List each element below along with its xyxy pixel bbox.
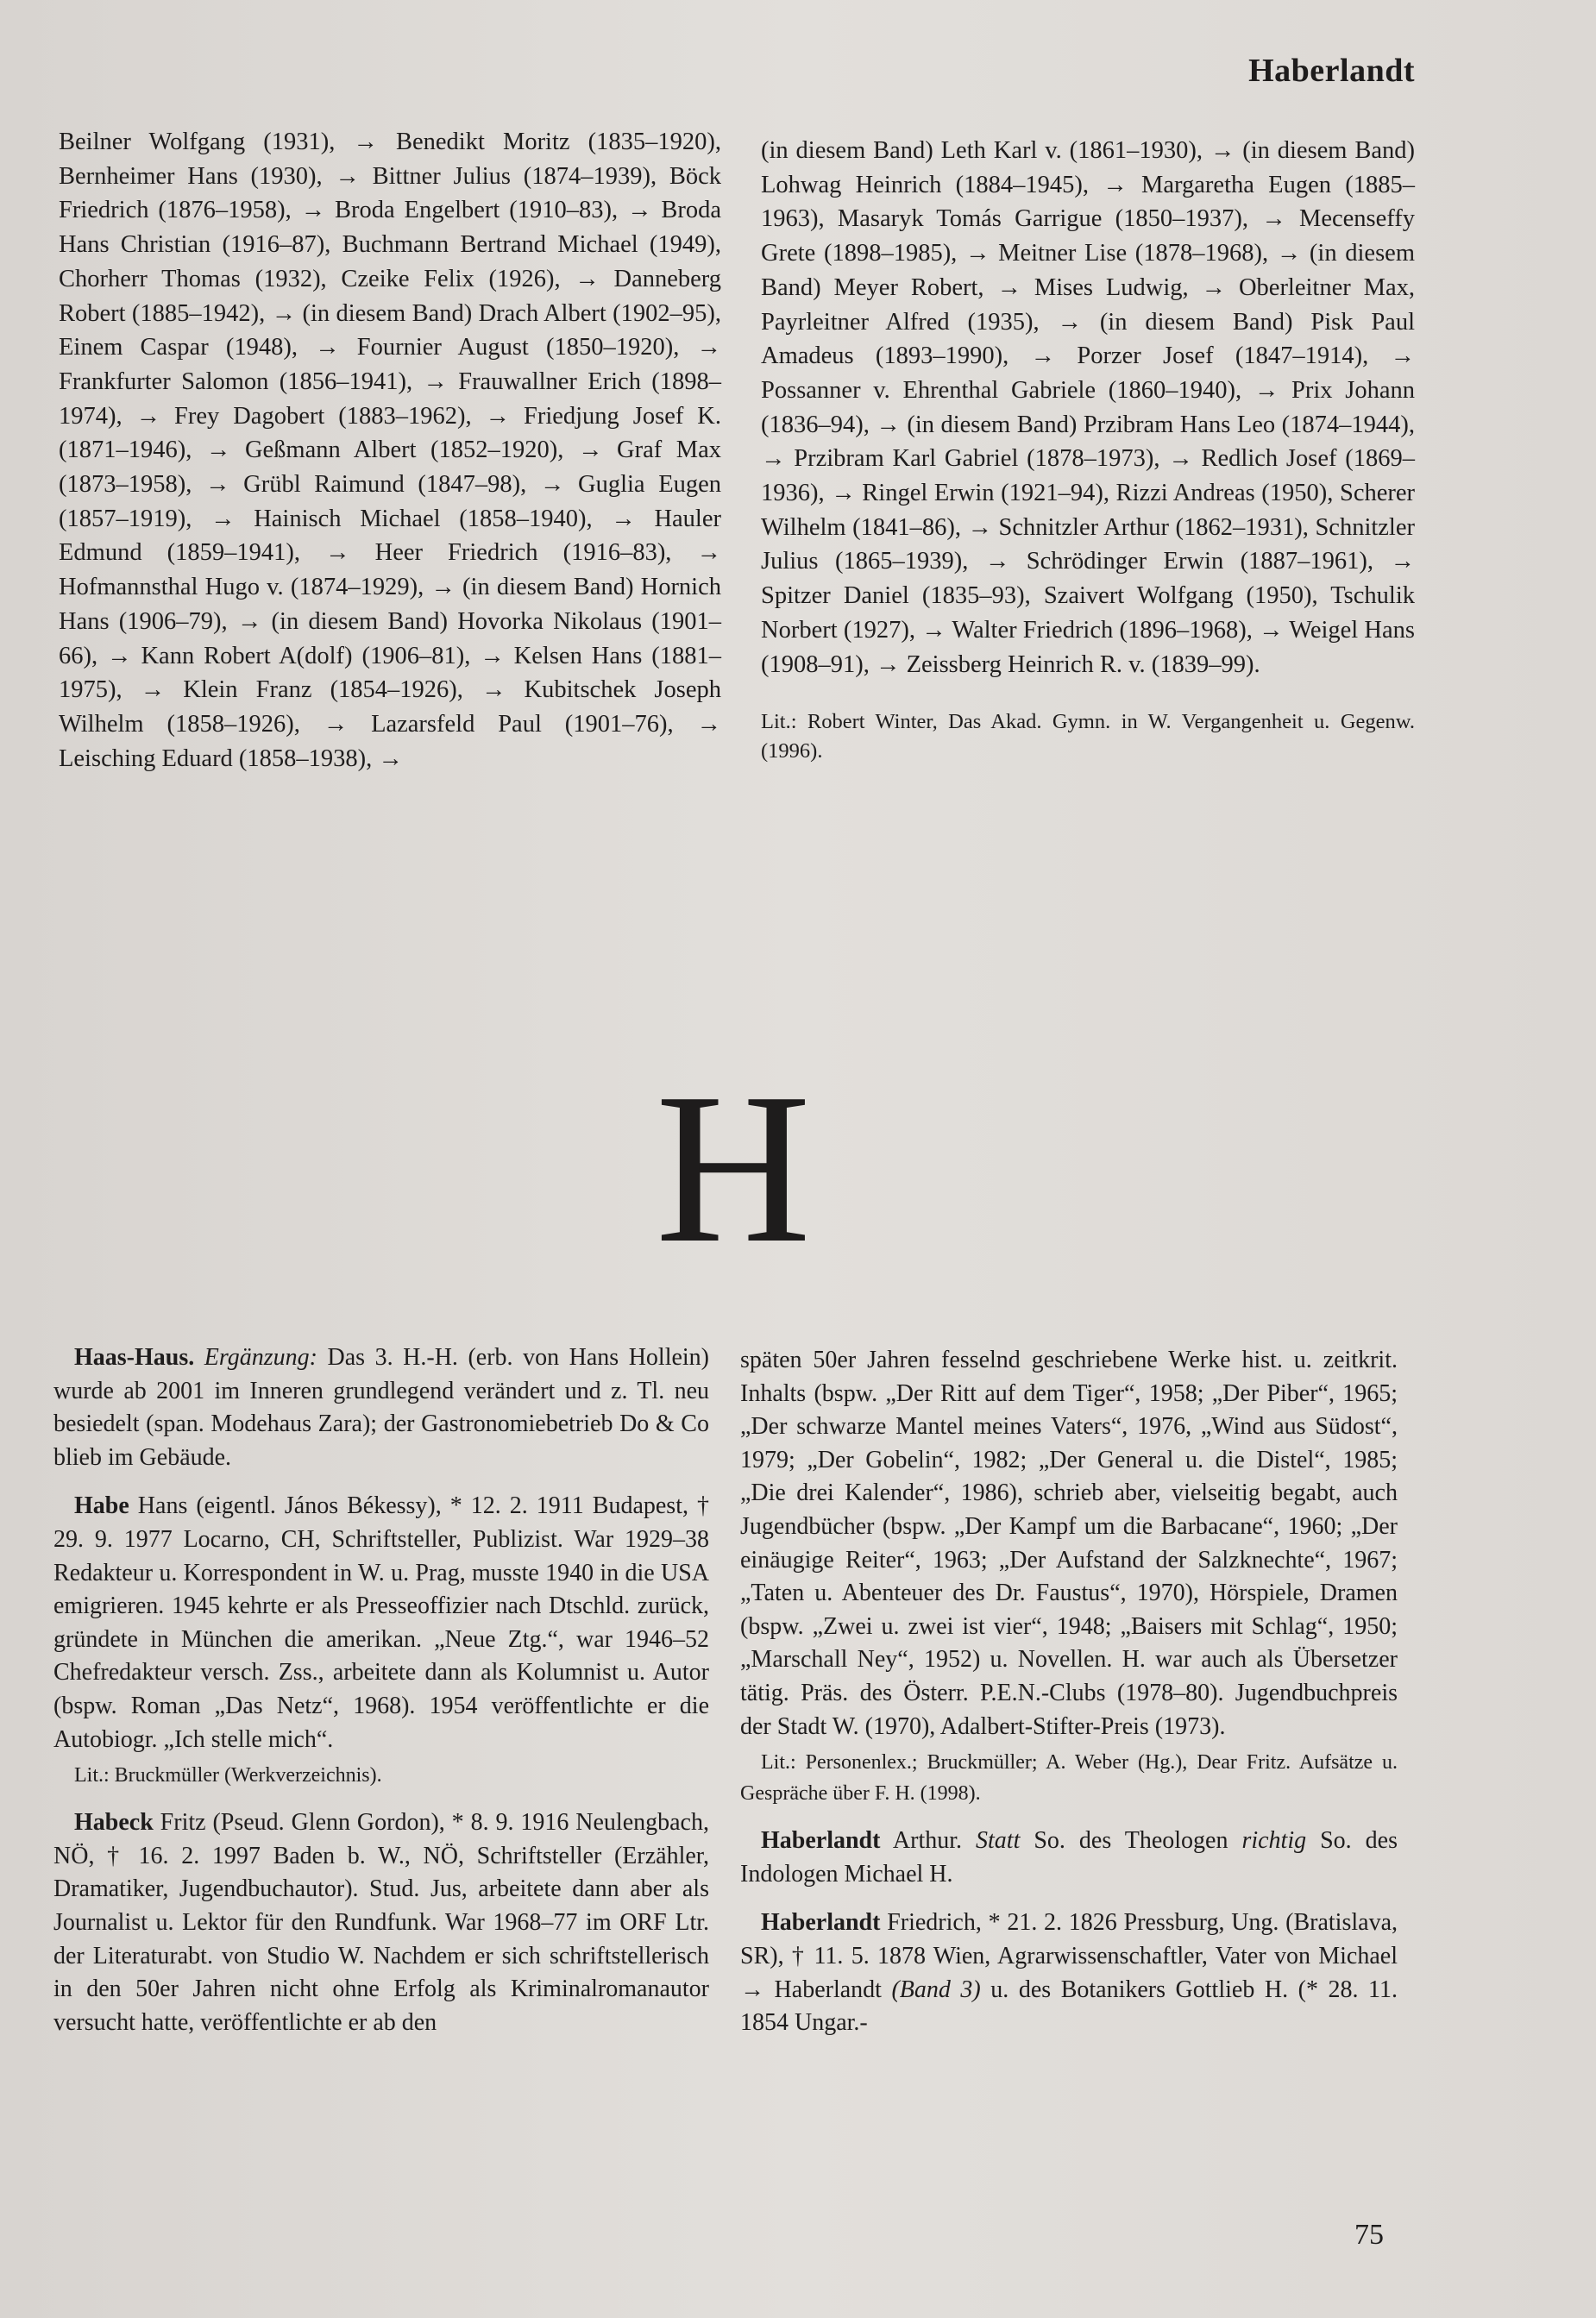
entry-marker: Statt <box>976 1827 1021 1855</box>
bottom-right-column <box>740 1344 1398 2056</box>
entry-body: u. des Botanikers Gottlieb H. (* 28. 11. 1854 Ungar.- <box>740 1976 1398 2037</box>
entry-habeck <box>53 1806 709 2039</box>
entry-body: Das 3. H.-H. (erb. von Hans Hollein) wurde ab 2001 im Inneren grundlegend verändert und z. Tl. neu besiedelt (span. Modehaus Zara); der Gastronomiebetrieb Do & Co blieb im Gebäude. <box>53 1344 709 1471</box>
top-left-column <box>59 125 721 776</box>
entry-haberlandt-friedrich <box>740 1907 1398 2039</box>
entry-headword: Habeck <box>74 1809 154 1837</box>
entry-headword: Habe <box>74 1492 129 1520</box>
entry-body: So. des Theologen <box>1020 1827 1242 1855</box>
bottom-left-column <box>53 1341 709 2055</box>
running-head: Haberlandt <box>1248 53 1415 89</box>
entry-body: Friedrich, * 21. 2. 1826 Pressburg, Ung. (Bratislava, SR), † 11. 5. 1878 Wien, Agrarwissenschaftler, Vater von Michael → Haberlandt <box>740 1909 1398 2003</box>
entry-continuation: späten 50er Jahren fesselnd geschriebene Werke hist. u. zeitkrit. Inhalts (bspw. „Der Ritt auf dem Tiger“, 1958; „Der Piber“, 1965; „Der schwarze Mantel meines Vaters“, 1976, „Wind aus Südost“, 1979; „Der Gobelin“, 1982; „Der General u. die Distel“, 1985; „Die drei Kalender“, 1986), schrieb aber, vielseitig begabt, auch Jugendbücher (bspw. „Der Kampf um die Barbacane“, 1960; „Der einäugige Reiter“, 1963; „Der Aufstand der Salzknechte“, 1967; „Taten u. Abenteuer des Dr. Faustus“, 1970), Hörspiele, Dramen (bspw. „Zwei u. zwei ist vier“, 1948; „Baisers mit Schlag“, 1950; „Marschall Ney“, 1952) u. Novellen. H. war auch als Übersetzer tätig. Präs. des Österr. P.E.N.-Clubs (1978–80). Jugendbuchpreis der Stadt W. (1970), Adalbert-Stifter-Preis (1973). <box>740 1347 1398 1740</box>
entry-headword: Haas-Haus. <box>74 1344 195 1371</box>
entry-body: Arthur. <box>880 1827 977 1855</box>
list-continuation-right: (in diesem Band) Leth Karl v. (1861–1930), → (in diesem Band) Lohwag Heinrich (1884–1945), → Margaretha Eugen (1885–1963), Masaryk Tomás Garrigue (1850–1937), → Mecenseffy Grete (1898–1985), → Meitner Lise (1878–1968), → (in diesem Band) Meyer Robert, → Mises Ludwig, → Oberleitner Max, Payrleitner Alfred (1935), → (in diesem Band) Pisk Paul Amadeus (1893–1990), → Porzer Josef (1847–1914), → Possanner v. Ehrenthal Gabriele (1860–1940), → Prix Johann (1836–94), → (in diesem Band) Przibram Hans Leo (1874–1944), → Przibram Karl Gabriel (1878–1973), → Redlich Josef (1869–1936), → Ringel Erwin (1921–94), Rizzi Andreas (1950), Scherer Wilhelm (1841–86), → Schnitzler Arthur (1862–1931), Schnitzler Julius (1865–1939), → Schrödinger Erwin (1887–1961), → Spitzer Daniel (1835–93), Szaivert Wolfgang (1950), Tschulik Norbert (1927), → Walter Friedrich (1896–1968), → Weigel Hans (1908–91), → Zeissberg Heinrich R. v. (1839–99). <box>761 137 1415 678</box>
entry-marker: richtig <box>1241 1827 1307 1855</box>
entry-haas-haus <box>53 1341 709 1474</box>
section-letter: H <box>655 1049 812 1288</box>
entry-body: So. des Indologen Michael H. <box>740 1827 1398 1888</box>
top-right-column <box>761 134 1415 766</box>
list-continuation-left: Beilner Wolfgang (1931), → Benedikt Moritz (1835–1920), Bernheimer Hans (1930), → Bittner Julius (1874–1939), Böck Friedrich (1876–1958), → Broda Engelbert (1910–83), → Broda Hans Christian (1916–87), Buchmann Bertrand Michael (1949), Chorherr Thomas (1932), Czeike Felix (1926), → Danneberg Robert (1885–1942), → (in diesem Band) Drach Albert (1902–95), Einem Caspar (1948), → Fournier August (1850–1920), → Frankfurter Salomon (1856–1941), → Frauwallner Erich (1898–1974), → Frey Dagobert (1883–1962), → Friedjung Josef K. (1871–1946), → Geßmann Albert (1852–1920), → Graf Max (1873–1958), → Grübl Raimund (1847–98), → Guglia Eugen (1857–1919), → Hainisch Michael (1858–1940), → Hauler Edmund (1859–1941), → Heer Friedrich (1916–83), → Hofmannsthal Hugo v. (1874–1929), → (in diesem Band) Hornich Hans (1906–79), → (in diesem Band) Hovorka Nikolaus (1901–66), → Kann Robert A(dolf) (1906–81), → Kelsen Hans (1881–1975), → Klein Franz (1854–1926), → Kubitschek Joseph Wilhelm (1858–1926), → Lazarsfeld Paul (1901–76), → Leisching Eduard (1858–1938), → <box>59 129 721 772</box>
entry-marker: Ergänzung: <box>204 1344 317 1371</box>
entry-literature: Lit.: Personenlex.; Bruckmüller; A. Weber (Hg.), Dear Fritz. Aufsätze u. Gespräche über F. H. (1998). <box>740 1751 1398 1806</box>
page-number: 75 <box>1354 2219 1384 2251</box>
entry-body: Fritz (Pseud. Glenn Gordon), * 8. 9. 1916 Neulengbach, NÖ, † 16. 2. 1997 Baden b. W., NÖ, Schriftsteller (Erzähler, Dramatiker, Jugendbuchautor). Stud. Jus, arbeitete dann aber als Journalist u. Lektor für den Rundfunk. War 1968–77 im ORF Ltr. der Literaturabt. von Studio W. Nachdem er sich schriftstellerisch in den 50er Jahren nicht ohne Erfolg als Kriminalromanautor versucht hatte, veröffentlichte er ab den <box>53 1809 709 2036</box>
entry-literature: Lit.: Bruckmüller (Werkverzeichnis). <box>74 1764 382 1787</box>
entry-haberlandt-arthur <box>740 1825 1398 1891</box>
entry-habe <box>53 1490 709 1756</box>
entry-body: Hans (eigentl. János Békessy), * 12. 2. 1911 Budapest, † 29. 9. 1977 Locarno, CH, Schriftsteller, Publizist. War 1929–38 Redakteur u. Korrespondent in W. u. Prag, musste 1940 in die USA emigrieren. 1945 kehrte er als Presseoffizier nach Dtschld. zurück, gründete in München die amerikan. „Neue Ztg.“, war 1946–52 Chefredakteur versch. Zss., arbeitete dann als Kolumnist u. Autor (bspw. Roman „Das Netz“, 1968). 1954 veröffentlichte er die Autobiogr. „Ich stelle mich“. <box>53 1492 709 1753</box>
entry-headword: Haberlandt <box>761 1827 881 1855</box>
literature-note: Lit.: Robert Winter, Das Akad. Gymn. in W. Vergangenheit u. Gegenw. (1996). <box>761 710 1415 763</box>
entry-headword: Haberlandt <box>761 1909 881 1937</box>
entry-marker: (Band 3) <box>891 1976 981 2003</box>
